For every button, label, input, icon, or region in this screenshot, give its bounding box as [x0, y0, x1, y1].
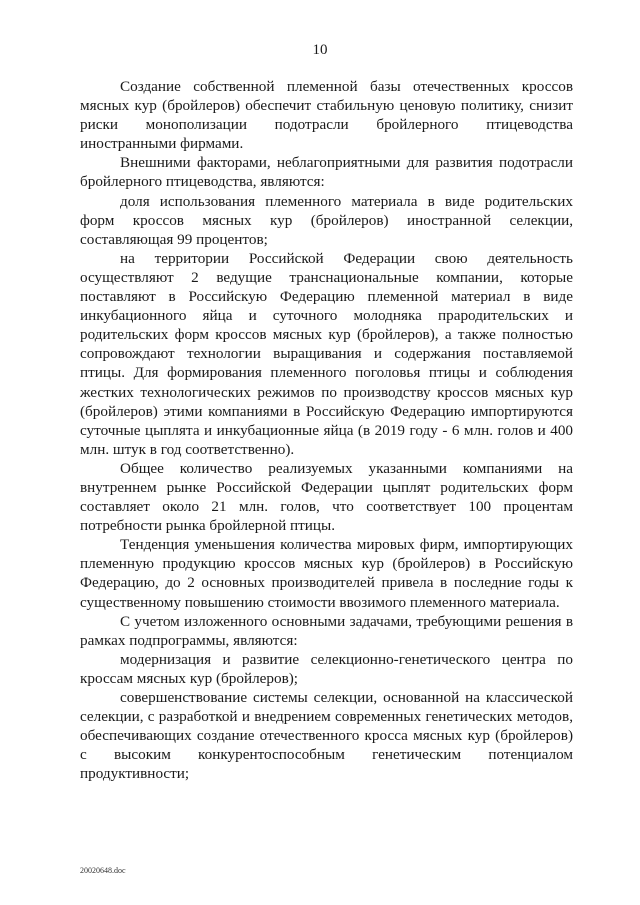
paragraph-external-factors: Внешними факторами, неблагоприятными для развития подотрасли бройлерного птицеводства, являются:: [80, 154, 573, 191]
paragraph-market-trend: Тенденция уменьшения количества мировых фирм, импортирующих племенную продукцию кроссов мясных кур (бройлеров) в Российскую Федерацию, до 2 основных производителей привела в последние годы к существенному повышению стоимости ввозимого племенного материала.: [80, 536, 573, 611]
paragraph-task-selection: совершенствование системы селекции, основанной на классической селекции, с разработкой и внедрением современных генетических методов, обеспечивающих создание отечественного кросса мясных кур (бройлеров) с высоким конкурентоспособным генетическим потенциалом продуктивности;: [80, 689, 573, 783]
paragraph-chick-volume: Общее количество реализуемых указанными компаниями на внутреннем рынке Российской Федерации цыплят родительских форм составляет около 21 млн. голов, что соответствует 100 процентам потребности рынка бройлерной птицы.: [80, 459, 573, 535]
paragraph-tasks-intro: С учетом изложенного основными задачами, требующими решения в рамках подпрограммы, являются:: [80, 612, 573, 649]
footer-file-code: 20020648.doc: [80, 866, 126, 875]
paragraph-transnational-companies: на территории Российской Федерации свою деятельность осуществляют 2 ведущие транснациональные компании, которые поставляют в Российскую Федерацию племенной материал в виде инкубационного яйца и суточного молодняка прародительских и родительских форм кроссов мясных кур (бройлеров), а также полностью сопровождают технологии выращивания и содержания поставляемой птицы. Для формирования племенного поголовья птицы и соблюдения жестких технологических режимов по производству кроссов мясных кур (бройлеров) этими компаниями в Российскую Федерацию импортируются суточные цыплята и инкубационные яйца (в 2019 году - 6 млн. голов и 400 млн. штук в год соответственно).: [80, 249, 573, 458]
paragraph-breeding-base: Создание собственной племенной базы отечественных кроссов мясных кур (бройлеров) обеспечит стабильную ценовую политику, снизит риски монополизации подотрасли бройлерного птицеводства иностранными фирмами.: [80, 78, 573, 153]
paragraph-task-modernization: модернизация и развитие селекционно-генетического центра по кроссам мясных кур (бройлеров);: [80, 650, 573, 687]
page-number: 10: [312, 42, 328, 58]
paragraph-foreign-share: доля использования племенного материала в виде родительских форм кроссов мясных кур (бройлеров) иностранной селекции, составляющая 99 процентов;: [80, 192, 573, 248]
document-body: [80, 77, 573, 783]
